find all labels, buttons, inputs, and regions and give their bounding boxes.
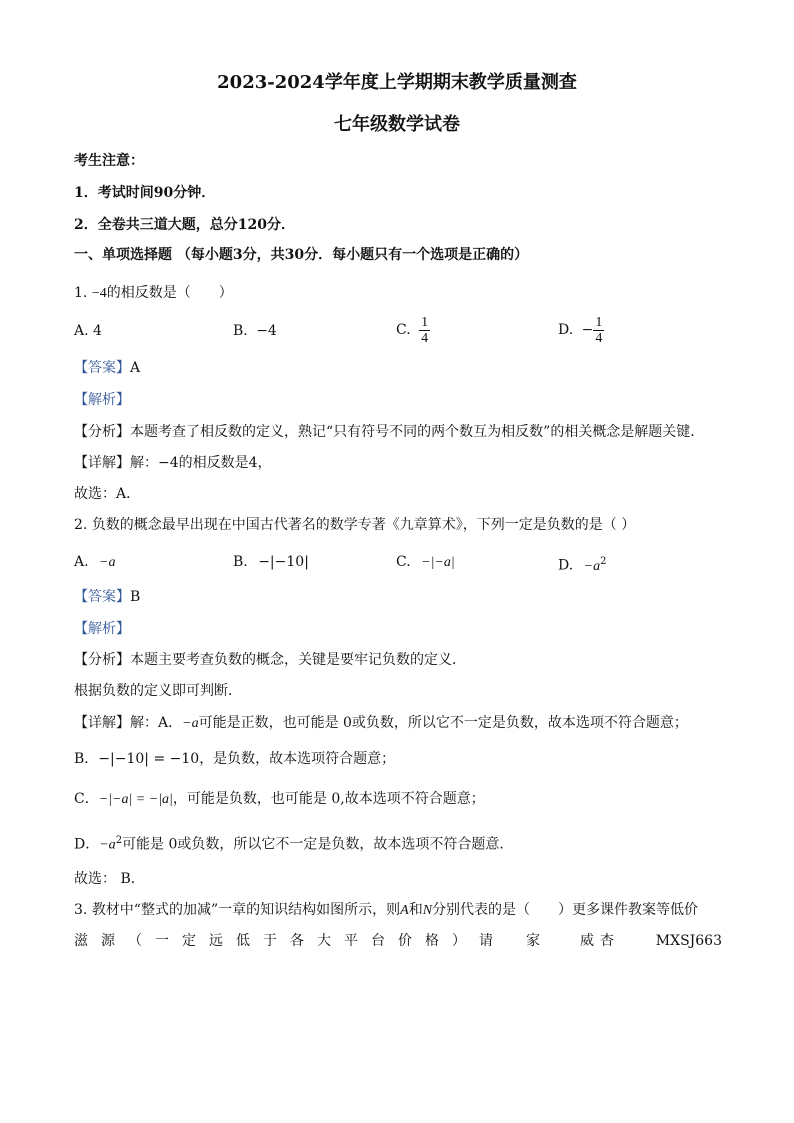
line2-text: 滋源（一定远低于各大平台价格）请	[74, 933, 506, 949]
option-base: −a	[583, 558, 601, 574]
q2-detail-a	[74, 714, 688, 733]
q1-choose: 故选：A．	[74, 486, 141, 502]
detail-text: ，可能是负数，也可能是 0,故本选项不符合题意；	[172, 791, 485, 807]
section-heading	[74, 246, 528, 264]
option-value: −4	[256, 323, 277, 339]
q1-option-b	[233, 322, 277, 340]
denominator: 4	[595, 330, 603, 346]
question-number: 1.	[74, 285, 88, 301]
line2-b: 家	[526, 933, 540, 949]
notice-item-2: 2．全卷共三道大题，总分120分．	[74, 217, 295, 233]
q1-answer	[74, 359, 140, 377]
stem-text: 的相反数是（ ）	[106, 285, 233, 301]
option-value: −|−10|	[258, 554, 309, 570]
q2-analysis-tag: 【解析】	[74, 621, 130, 637]
q1-option-d	[558, 314, 604, 346]
stem-text-mid: 和	[408, 902, 423, 918]
fraction	[419, 315, 430, 346]
q2-detail-d	[74, 832, 513, 855]
q2-analysis-2: 根据负数的定义即可判断．	[74, 683, 242, 699]
q2-detail-c	[74, 790, 485, 809]
q1-analysis-tag: 【解析】	[74, 392, 130, 408]
stem-math: −4	[91, 286, 107, 301]
q2-option-c	[396, 553, 455, 572]
detail-math: −|−a| = −|a|	[98, 792, 173, 807]
answer-tag: 【答案】	[74, 360, 130, 376]
q2-option-d	[558, 553, 606, 576]
option-label: D.	[558, 557, 574, 574]
numerator: 1	[595, 314, 603, 330]
notice-item-1: 1．考试时间90分钟．	[74, 185, 216, 201]
detail-text: 可能是正数，也可能是 0或负数，所以它不一定是负数，故本选项不符合题意；	[198, 715, 688, 731]
analysis-text: 本题考查了相反数的定义，熟记“只有符号不同的两个数互为相反数”的相关概念是解题关键．	[130, 424, 705, 440]
q2-option-b	[233, 553, 309, 571]
option-label: B.	[233, 323, 248, 339]
answer-value: B	[130, 589, 141, 605]
answer-tag: 【答案】	[74, 589, 130, 605]
analysis-text: 本题主要考查负数的概念，关键是要牢记负数的定义．	[130, 652, 466, 668]
question-2-stem	[74, 516, 635, 534]
q2-detail-b	[74, 750, 395, 768]
q2-option-a	[74, 553, 115, 572]
option-label: A.	[74, 554, 89, 570]
analysis-tag: 【分析】	[74, 652, 130, 668]
detail-exponent: 2	[115, 835, 123, 846]
option-value: −|−a|	[421, 555, 455, 570]
stem-text-post: 分别代表的是（ ）更多课件教案等低价	[432, 902, 699, 918]
option-label: D.	[558, 322, 574, 338]
notice-heading: 考生注意：	[74, 153, 144, 169]
detail-text: 可能是 0或负数，所以它不一定是负数，故本选项不符合题意．	[122, 836, 514, 853]
page-title: 2023-2024学年度上学期期末教学质量测查	[217, 72, 577, 93]
question-number: 2.	[74, 517, 88, 533]
stem-var-n: N	[422, 903, 433, 918]
detail-math: −a	[99, 837, 116, 853]
denominator: 4	[421, 330, 429, 346]
option-value: −a	[99, 555, 116, 570]
option-label: C.	[396, 554, 411, 570]
q1-detail	[74, 454, 272, 472]
detail-text: ，是负数，故本选项符合题意；	[199, 751, 396, 767]
section-note: （每小题3分，共30分．每小题只有一个选项是正确的）	[176, 247, 529, 263]
code-text: MXSJ663	[655, 933, 722, 949]
fraction	[593, 315, 604, 346]
q1-option-a: A. 4	[74, 323, 102, 339]
question-1-stem	[74, 284, 233, 303]
option-exponent: 2	[600, 556, 607, 567]
section-title: 一、单项选择题	[74, 247, 172, 263]
analysis-tag: 【分析】	[74, 424, 130, 440]
option-label: B.	[233, 554, 248, 570]
option-label: C.	[396, 322, 411, 338]
q1-option-c	[396, 314, 430, 346]
answer-value: A	[130, 360, 141, 376]
minus-sign: −	[581, 322, 594, 338]
detail-prefix: D．	[74, 836, 100, 853]
question-3-stem	[74, 901, 698, 920]
q2-answer	[74, 588, 140, 606]
question-number: 3.	[74, 902, 88, 918]
stem-var-a: A	[400, 903, 409, 918]
detail-tag: 【详解】	[74, 715, 130, 731]
line2-c: 威杏	[580, 933, 620, 949]
detail-math: −a	[182, 716, 199, 731]
numerator: 1	[421, 314, 429, 330]
q2-choose: 故选： B．	[74, 871, 145, 887]
detail-prefix: 解：A．	[130, 715, 183, 731]
detail-tag: 【详解】	[74, 455, 130, 471]
stem-text: 负数的概念最早出现在中国古代著名的数学专著《九章算术》，下列一定是负数的是（ ）	[91, 517, 636, 533]
q2-analysis	[74, 651, 466, 669]
detail-prefix: B．	[74, 751, 99, 767]
q3-line-2	[74, 932, 722, 950]
page-subtitle: 七年级数学试卷	[334, 114, 460, 135]
detail-text: 解：−4的相反数是4，	[130, 455, 272, 471]
stem-text-pre: 教材中“整式的加减”一章的知识结构如图所示，则	[91, 902, 401, 918]
q1-analysis	[74, 423, 704, 441]
detail-prefix: C．	[74, 791, 99, 807]
detail-math: −|−10| = −10	[98, 751, 200, 767]
